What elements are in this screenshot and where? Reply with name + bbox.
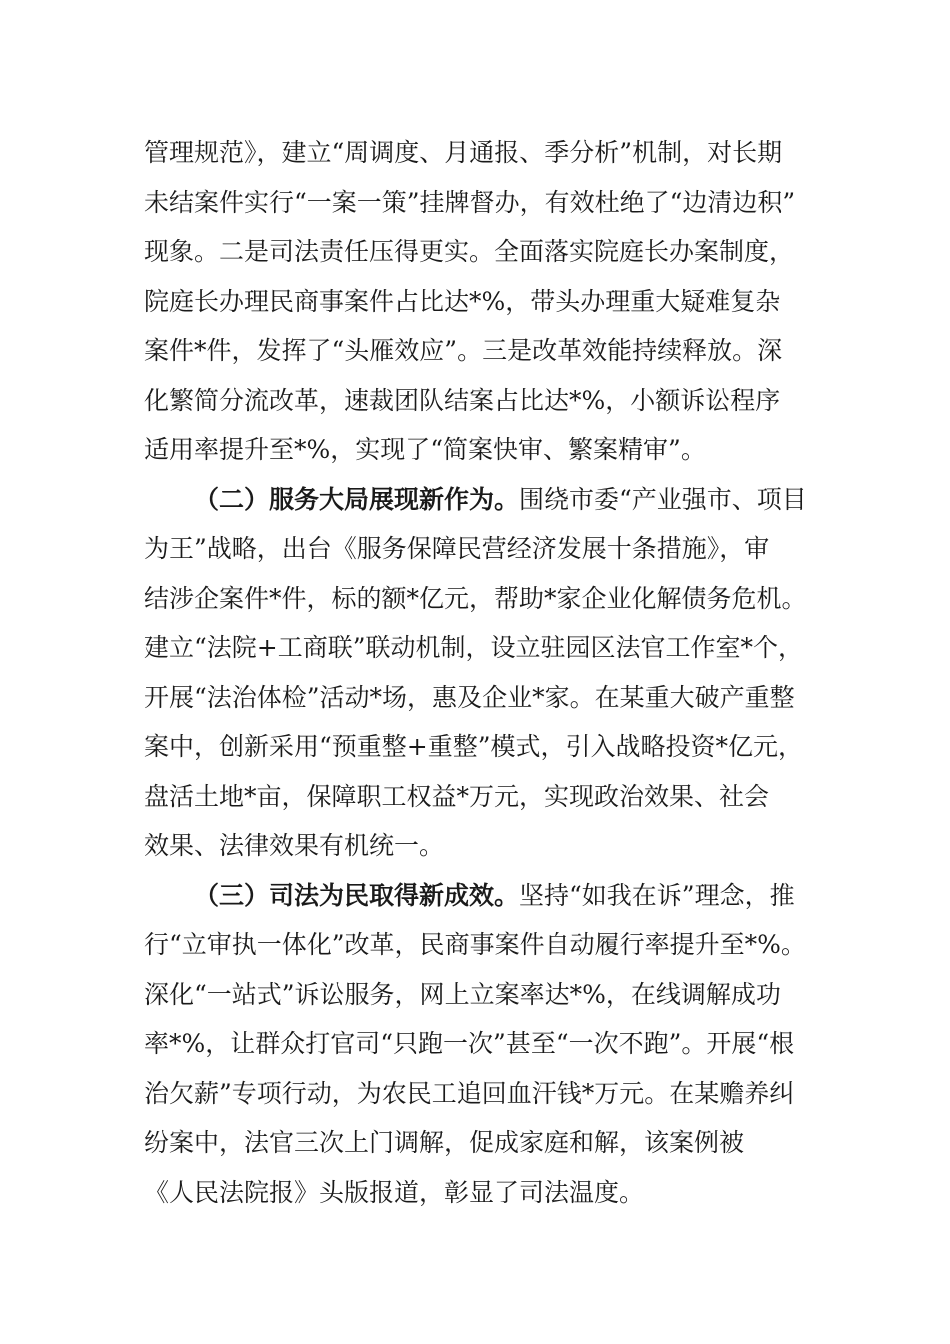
text-line: 开展“法治体检”活动*场，惠及企业*家。在某重大破产重整 (144, 682, 795, 712)
document-body (144, 128, 824, 1217)
text-line: 《人民法院报》头版报道，彰显了司法温度。 (144, 1177, 645, 1207)
text-line: 现象。二是司法责任压得更实。全面落实院庭长办案制度， (144, 237, 795, 266)
text-line: 管理规范》，建立“周调度、月通报、季分析”机制，对长期 (144, 138, 783, 167)
text-line: 化繁简分流改革，速裁团队结案占比达*%，小额诉讼程序 (144, 385, 781, 415)
section-3-heading: （三）司法为民取得新成效。 (194, 880, 520, 910)
section-2-heading: （二）服务大局展现新作为。 (194, 484, 520, 514)
text-line: 率*%，让群众打官司“只跑一次”甚至“一次不跑”。开展“根 (144, 1029, 795, 1058)
text-line: 治欠薪”专项行动，为农民工追回血汗钱*万元。在某赡养纠 (144, 1078, 795, 1108)
section-3-first-line-text: 坚持“如我在诉”理念，推 (519, 880, 795, 910)
text-line: 深化“一站式”诉讼服务，网上立案率达*%，在线调解成功 (144, 979, 781, 1009)
section-2-paragraph (144, 475, 824, 871)
text-line: 案件*件，发挥了“头雁效应”。三是改革效能持续释放。深 (144, 336, 783, 365)
text-line: 案中，创新采用“预重整+重整”模式，引入战略投资*亿元， (144, 732, 804, 761)
text-line: 建立“法院+工商联”联动机制，设立驻园区法官工作室*个， (144, 633, 804, 662)
section-2-first-line (144, 475, 824, 525)
text-line: 适用率提升至*%，实现了“简案快审、繁案精审”。 (144, 435, 706, 464)
section-3-paragraph (144, 871, 824, 1218)
text-line: 盘活土地*亩，保障职工权益*万元，实现政治效果、社会 (144, 781, 770, 811)
text-line: 结涉企案件*件，标的额*亿元，帮助*家企业化解债务危机。 (144, 583, 807, 613)
section-2-first-line-text: 围绕市委“产业强市、项目 (519, 484, 807, 514)
text-line: 效果、法律效果有机统一。 (144, 831, 445, 860)
text-line: 行“立审执一体化”改革，民商事案件自动履行率提升至*%。 (144, 930, 806, 959)
text-line: 为王”战略，出台《服务保障民营经济发展十条措施》，审 (144, 534, 770, 563)
text-line: 纷案中，法官三次上门调解，促成家庭和解，该案例被 (144, 1128, 745, 1157)
text-line: 未结案件实行“一案一策”挂牌督办，有效杜绝了“边清边积” (144, 187, 796, 217)
section-3-first-line (144, 871, 824, 921)
paragraph-1 (144, 128, 824, 475)
text-line: 院庭长办理民商事案件占比达*%，带头办理重大疑难复杂 (144, 286, 781, 316)
